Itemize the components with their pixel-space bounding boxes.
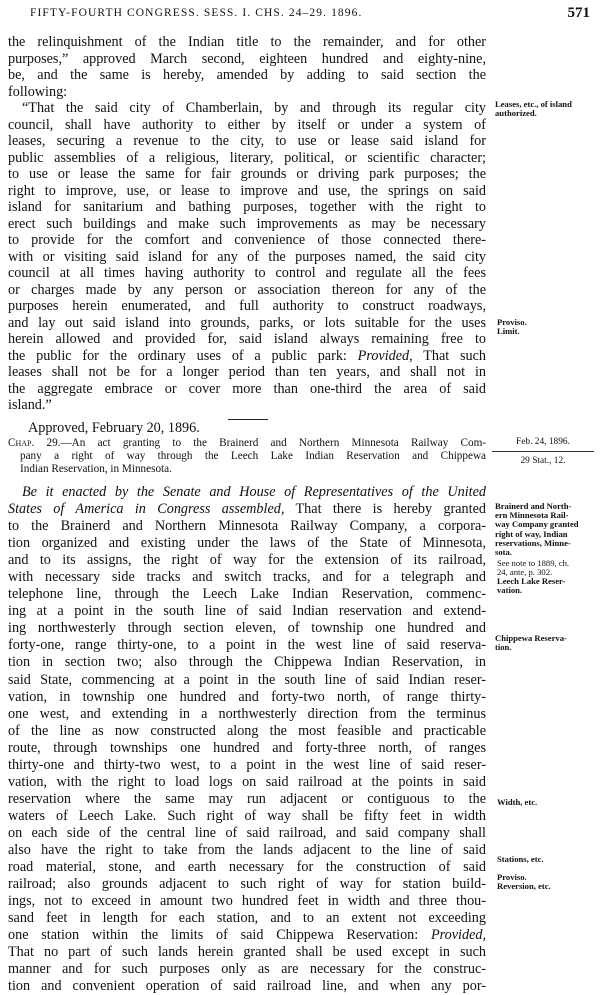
text-line: and lay out said island into grounds, parks, or lots suitable for the uses [8, 314, 486, 331]
margin-line: 24, ante, p. 302. [497, 567, 553, 578]
text-line: ing northwesterly through section eleven, of township one hundred and [8, 620, 486, 637]
text-line: the aggregate embrace or cover more than one-third the area of said [8, 380, 486, 397]
text-line: vation, in township one hundred and forty-two north, of range thirty- [8, 688, 486, 705]
text-line: erect such buildings and make such improvements as may be necessary [8, 215, 486, 232]
margin-line: Brainerd and North- [495, 501, 572, 511]
page-number: 571 [567, 5, 590, 21]
chapter-29-text [8, 484, 486, 995]
margin-note-brainerd [495, 502, 579, 557]
margin-line: sota. [495, 547, 512, 558]
text-line: thirty-one and thirty-two west, to a point in the west line of said reser- [8, 756, 486, 773]
margin-line: Proviso. [497, 317, 527, 327]
margin-note-proviso-limit [497, 318, 527, 336]
text-line: tion and convenient operation of said railroad line, and when any por- [8, 978, 486, 995]
margin-line: Leech Lake Reser- [497, 576, 566, 586]
margin-line: tion. [495, 642, 512, 653]
text-line: ings, not to exceed in amount two hundred feet in width and three thou- [8, 893, 486, 910]
text-line: manner and for such purposes only as are necessary for the construc- [8, 961, 486, 978]
text-line: waters of Leech Lake. Such right of way shall be fifty feet in width [8, 807, 486, 824]
statute-citation: 29 Stat., 12. [520, 456, 566, 466]
margin-note-chippewa [495, 634, 567, 652]
text-line [8, 348, 486, 365]
chapter-28-text [8, 34, 486, 436]
margin-line: Reversion, etc. [497, 881, 551, 892]
text-line: leases, securing a revenue to the city, to use or lease said island for [8, 133, 486, 149]
margin-line: Chippewa Reserva- [495, 633, 567, 643]
text-line: purposes herein enumerated, and full authority to construct roadways, [8, 298, 486, 314]
margin-note-leases [495, 100, 572, 118]
text-line: herein allowed and provided for, said island always remaining free to [8, 331, 486, 347]
text-line: with or visiting said island for any of the purposes named, the said city [8, 248, 486, 265]
text-line: council, shall have authority to either by itself or under a system of [8, 116, 486, 133]
text-line: island.” [8, 397, 52, 413]
margin-line: Limit. [497, 326, 520, 337]
text-line: sand feet in length for each station, and to an extent not exceeding [8, 910, 486, 927]
text-line: public assemblies of a religious, literary, political, or scientific character; [8, 149, 486, 166]
text-span: That there is hereby granted [295, 501, 486, 518]
text-line: the relinquishment of the Indian title to the remainder, and for other [8, 34, 486, 50]
text-line: or charges made by any person or association thereon for any of the [8, 281, 486, 298]
text-line: tion in section two; also through the Chippewa Indian Reservation, in [8, 654, 486, 671]
text-line: “That the said city of Chamberlain, by and through its regular city [22, 100, 486, 116]
text-line: leases shall not be for a longer period than ten years, and shall not in [8, 364, 486, 380]
chapter-label: Chap. 29. [8, 437, 61, 449]
text-line: purposes,” approved March second, eighteen hundred and eighty-nine, [8, 50, 486, 67]
text-line: right to improve, use, or lease to improve and use, the springs on said [8, 182, 486, 199]
text-line: with necessary side tracks and switch tracks, and for a telegraph and [8, 569, 486, 586]
text-line: following: [8, 83, 68, 100]
text-line [8, 927, 486, 944]
text-line: also have the right to take from the lands adjacent to the line of said [8, 841, 486, 858]
margin-line: Proviso. [497, 872, 527, 882]
chapter-title-line: Indian Reservation, in Minnesota. [20, 463, 172, 475]
enacting-clause: Be it enacted by the Senate and House of Representatives of the United [22, 484, 486, 500]
margin-line: reservations, Minne- [495, 537, 571, 548]
chapter-title-line [8, 437, 486, 450]
text-line: be, and the same is hereby, amended by adding to said section the [8, 67, 486, 83]
running-head: FIFTY-FOURTH CONGRESS. SESS. I. CHS. 24–29. 1896. [30, 7, 363, 19]
text-line: island for sanitarium and bathing purposes, together with the right to [8, 199, 486, 215]
approval-date: Approved, February 20, 1896. [28, 419, 200, 436]
margin-line: right of way, Indian [495, 528, 568, 539]
text-line: one west, and extending in a northwesterly direction from the terminus [8, 705, 486, 722]
margin-line: vation. [497, 585, 523, 596]
approval-date-note: Feb. 24, 1896. [492, 437, 594, 452]
text-span: one station within the limits of said Chippewa Reservation: [8, 927, 419, 944]
margin-note-see-note [497, 559, 569, 577]
text-line: telephone line, through the Leech Lake Indian Reservation, commenc- [8, 586, 486, 603]
text-line: forty-one, range thirty-one, to a point in the west line of said reserva- [8, 637, 486, 654]
provided-italic: Provided, [357, 347, 413, 364]
margin-note-width [497, 798, 537, 807]
text-line: and to its assigns, the right of way for the extension of its railroad, [8, 552, 486, 569]
text-span: the public for the ordinary uses of a public park: [8, 347, 347, 364]
section-divider [228, 419, 268, 420]
margin-line: See note to 1889, ch. [497, 558, 570, 568]
text-line: to use or lease the same for fair grounds or driving park purposes; the [8, 166, 486, 182]
text-line: road material, stone, and earth necessary for the construction of said [8, 859, 486, 876]
margin-note-stations [497, 855, 544, 864]
margin-line: Stations, etc. [497, 854, 544, 864]
margin-line: Width, etc. [497, 797, 538, 807]
margin-line: Leases, etc., of island [495, 99, 572, 109]
text-line: to provide for the comfort and convenience of those connected there- [8, 232, 486, 248]
chapter-title-line: pany a right of way through the Leech Lake Indian Reservation and Chippewa [20, 450, 486, 462]
text-line [8, 501, 486, 518]
text-line: on each side of the central line of said railroad, and said company shall [8, 824, 486, 841]
page-header [0, 6, 600, 24]
margin-line: authorized. [495, 108, 537, 119]
enacting-clause-cont: States of America in Congress assembled, [8, 501, 285, 518]
text-line: reservation where the same may run adjacent or contiguous to the [8, 790, 486, 807]
text-line: route, through townships one hundred and forty-three north, of ranges [8, 739, 486, 756]
text-span: —An act granting to the Brainerd and Northern Minnesota Railway Com- [60, 437, 486, 449]
chapter-29-title [8, 437, 486, 476]
margin-line: way Company granted [495, 519, 579, 530]
margin-note-leech-lake [497, 577, 565, 595]
text-line: to the Brainerd and Northern Minnesota Railway Company, a corpora- [8, 518, 486, 535]
provided-italic: Provided, [430, 927, 487, 944]
text-span: That such [423, 347, 486, 364]
text-line: tion organized and existing under the laws of the State of Minnesota, [8, 535, 486, 552]
margin-note-proviso-reversion [497, 873, 551, 891]
margin-note-date [492, 437, 594, 466]
text-line: railroad; also grounds adjacent to such right of way for station build- [8, 876, 486, 893]
text-line: council at all times having authority to control and regulate all the fees [8, 265, 486, 281]
text-line: That no part of such lands herein granted shall be used except in such [8, 944, 486, 961]
text-line: of the line as now constructed along the most feasible and practicable [8, 722, 486, 739]
text-line: said State, commencing at a point in the south line of said Indian reser- [8, 671, 486, 688]
text-line: vation, with the right to load logs on said railroad at the points in said [8, 773, 486, 790]
margin-line: ern Minnesota Rail- [495, 510, 569, 521]
text-line: ing at a point in the south line of said Indian reservation and extend- [8, 603, 486, 620]
